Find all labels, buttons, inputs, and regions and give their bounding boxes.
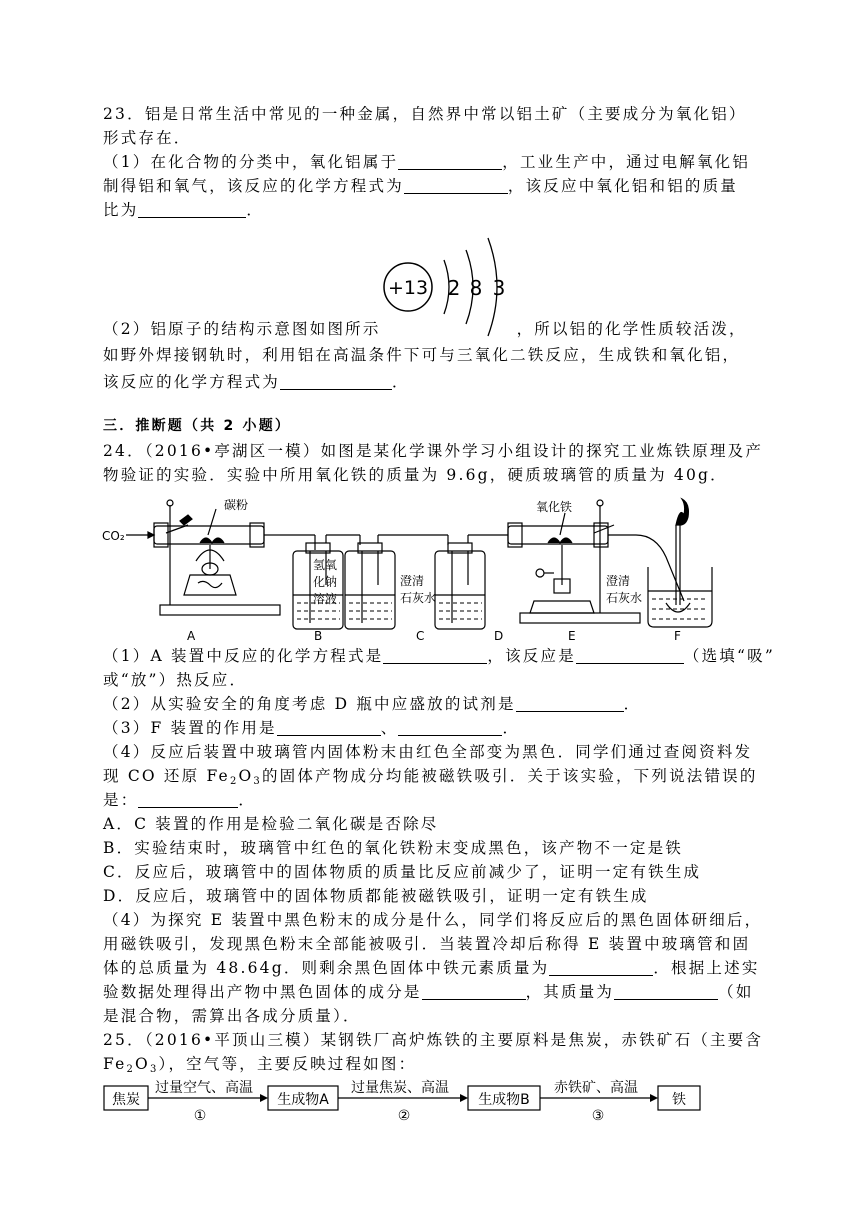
q23-part1-line1 — [103, 151, 750, 173]
answer-blank[interactable] — [280, 373, 392, 390]
q24-s5-text4: ，其质量为 — [525, 983, 615, 1001]
q24-sub4-line1: （4）反应后装置中玻璃管内固体粉末由红色全部变为黑色．同学们通过查阅资料发 — [103, 743, 753, 761]
q24-s1-text2: ，该反应是 — [487, 647, 576, 665]
label-d: D — [494, 629, 504, 643]
label-c: C — [416, 629, 425, 643]
q25-text3: ），空气等，主要反映过程如图： — [158, 1055, 417, 1073]
answer-blank[interactable] — [277, 719, 381, 736]
q23-part1-line2 — [103, 175, 738, 197]
stand-base-a — [160, 605, 280, 615]
co2-label: CO₂ — [102, 529, 125, 543]
q24-s4-text: 现 CO 还原 Fe — [103, 767, 230, 785]
naoh-label-2: 化钠 — [313, 575, 338, 589]
subscript: 3 — [253, 776, 262, 787]
q24-line2: 物验证的实验．实验中所用氧化铁的质量为 9.6g，硬质玻璃管的质量为 40g． — [103, 466, 728, 484]
option-c: C．反应后，玻璃管中的固体物质的质量比反应前减少了，证明一定有铁生成 — [103, 863, 702, 881]
label-f: F — [674, 629, 681, 643]
answer-blank[interactable] — [422, 983, 526, 1000]
shell-electrons-3: 3 — [492, 276, 506, 300]
flow-step-3: ③ — [591, 1108, 605, 1124]
q23-line1: 23．铝是日常生活中常见的一种金属，自然界中常以铝土矿（主要成分为氧化铝） — [103, 105, 747, 123]
q24-s4-text4: 是： — [103, 791, 139, 809]
q24-sub5-line2: 用磁铁吸引，发现黑色粉末全部能被吸引．当装置冷却后称得 E 装置中玻璃管和固 — [103, 935, 751, 953]
stand-base-e — [520, 613, 640, 623]
answer-blank[interactable] — [614, 983, 718, 1000]
q23-p1-text: （1）在化合物的分类中，氧化铝属于 — [103, 153, 399, 171]
answer-blank[interactable] — [516, 695, 624, 712]
q23-p1-text6: ． — [246, 201, 265, 219]
q25-text: Fe — [103, 1055, 127, 1073]
q23-part2-line1 — [103, 318, 747, 340]
q24-sub1-line1 — [103, 645, 775, 667]
answer-blank[interactable] — [576, 647, 684, 664]
shell-electrons-1: 2 — [447, 276, 461, 300]
shell-electrons-2: 8 — [469, 276, 483, 300]
q23-p2-text2: ，所以铝的化学性质较活泼， — [516, 320, 747, 338]
flow-arrow-2-label: 过量焦炭、高温 — [351, 1080, 449, 1096]
option-d: D．反应后，玻璃管中的固体物质都能被磁铁吸引，证明一定有铁生成 — [103, 887, 649, 905]
arrowhead-icon — [260, 1094, 268, 1102]
flow-step-1: ① — [193, 1108, 207, 1124]
q24-line1: 24．（2016•亭湖区一模）如图是某化学课外学习小组设计的探究工业炼铁原理及产 — [103, 442, 764, 460]
q24-sub2 — [103, 693, 641, 715]
q24-sub3 — [103, 717, 520, 739]
q24-s3-text2: 、 — [380, 719, 399, 737]
naoh-label-3: 溶液 — [313, 592, 338, 606]
arrow-icon — [148, 532, 154, 538]
option-b: B．实验结束时，玻璃管中红色的氧化铁粉末变成黑色，该产物不一定是铁 — [103, 839, 683, 857]
answer-blank[interactable] — [549, 959, 653, 976]
arrowhead-icon — [460, 1094, 468, 1102]
naoh-label-1: 氢氧 — [313, 558, 338, 572]
q24-s5-text2: ．根据上述实 — [653, 959, 760, 977]
bottle-d — [435, 551, 485, 629]
q25-text2: O — [135, 1055, 150, 1073]
q23-p2-text3: 该反应的化学方程式为 — [103, 373, 281, 391]
limewater-label-f2: 石灰水 — [606, 591, 643, 605]
q24-sub4-line3 — [103, 789, 256, 811]
arrowhead-icon — [650, 1094, 658, 1102]
q24-s1-text3: （选填“吸” — [683, 647, 775, 665]
q24-sub5-line5: 是混合物，需算出各成分质量）． — [103, 1007, 361, 1025]
q24-s4-text2: O — [238, 767, 254, 785]
q24-s3-text3: ． — [502, 719, 521, 737]
process-flowchart — [100, 1074, 710, 1124]
flow-arrow-3-label: 赤铁矿、高温 — [554, 1080, 638, 1096]
bottle-c — [345, 551, 395, 629]
flow-box-2-label: 生成物A — [277, 1092, 329, 1108]
answer-blank[interactable] — [138, 201, 246, 218]
label-e: E — [568, 629, 576, 643]
nucleus-charge: +13 — [387, 277, 429, 299]
q24-sub5-line4 — [103, 981, 754, 1003]
q24-s5-text: 体的总质量为 48.64g．则剩余黑色固体中铁元素质量为 — [103, 959, 550, 977]
answer-blank[interactable] — [398, 153, 502, 170]
apparatus-diagram — [100, 495, 720, 645]
q24-sub5-line3 — [103, 957, 760, 979]
limewater-label-c2: 石灰水 — [400, 591, 437, 605]
q23-part2-line2: 如野外焊接钢轨时，利用铝在高温条件下可与三氧化二铁反应，生成铁和氧化铝， — [103, 346, 741, 364]
q24-sub1-line2: 或“放”）热反应． — [103, 671, 248, 689]
q24-s5-text5: （如 — [718, 983, 754, 1001]
q23-p2-text: （2）铝原子的结构示意图如图所示 — [103, 320, 381, 338]
q23-line2: 形式存在． — [103, 129, 192, 147]
q23-p1-text2: ，工业生产中，通过电解氧化铝 — [502, 153, 751, 171]
label-a: A — [187, 629, 196, 643]
flow-arrow-1-label: 过量空气、高温 — [155, 1080, 253, 1096]
answer-blank[interactable] — [404, 177, 508, 194]
flow-box-1-label: 焦炭 — [112, 1092, 140, 1108]
q24-s4-text3: 的固体产物成分均能被磁铁吸引．关于该实验，下列说法错误的 — [261, 767, 758, 785]
label-b: B — [314, 629, 323, 643]
flow-box-3-label: 生成物B — [478, 1092, 530, 1108]
tanfen-label: 碳粉 — [224, 498, 249, 512]
q24-s1-text: （1）A 装置中反应的化学方程式是 — [103, 647, 384, 665]
answer-blank[interactable] — [383, 647, 487, 664]
subscript: 2 — [229, 776, 239, 787]
limewater-label-c1: 澄清 — [400, 574, 425, 588]
yanghuatie-label: 氧化铁 — [536, 500, 573, 514]
q23-p1-text4: ，该反应中氧化铝和铝的质量 — [507, 177, 739, 195]
q23-part1-line3 — [103, 199, 264, 221]
q23-p1-text5: 比为 — [103, 201, 139, 219]
q24-s5-text3: 验数据处理得出产物中黑色固体的成分是 — [103, 983, 422, 1001]
section-heading: 三．推断题（共 2 小题） — [103, 418, 292, 434]
q25-line1: 25．（2016•平顶山三模）某钢铁厂高炉炼铁的主要原料是焦炭，赤铁矿石（主要含 — [103, 1031, 764, 1049]
answer-blank[interactable] — [398, 719, 502, 736]
q23-part2-line3 — [103, 371, 410, 393]
option-a: A．C 装置的作用是检验二氧化碳是否除尽 — [103, 815, 439, 833]
q24-s4-text5: ． — [238, 791, 257, 809]
q24-s3-text: （3）F 装置的作用是 — [103, 719, 277, 737]
flow-box-4-label: 铁 — [672, 1092, 686, 1108]
answer-blank[interactable] — [138, 791, 238, 808]
limewater-label-f1: 澄清 — [606, 574, 631, 588]
q24-s2-text2: ． — [623, 695, 642, 713]
q23-p2-text4: ． — [392, 373, 410, 391]
flow-step-2: ② — [397, 1108, 411, 1124]
subscript: 3 — [149, 1064, 159, 1075]
q24-sub5-line1: （4）为探究 E 装置中黑色粉末的成分是什么，同学们将反应后的黑色固体研细后， — [103, 911, 763, 929]
q24-s2-text: （2）从实验安全的角度考虑 D 瓶中应盛放的试剂是 — [103, 695, 516, 713]
subscript: 2 — [126, 1064, 136, 1075]
q23-p1-text3: 制得铝和氧气，该反应的化学方程式为 — [103, 177, 404, 195]
